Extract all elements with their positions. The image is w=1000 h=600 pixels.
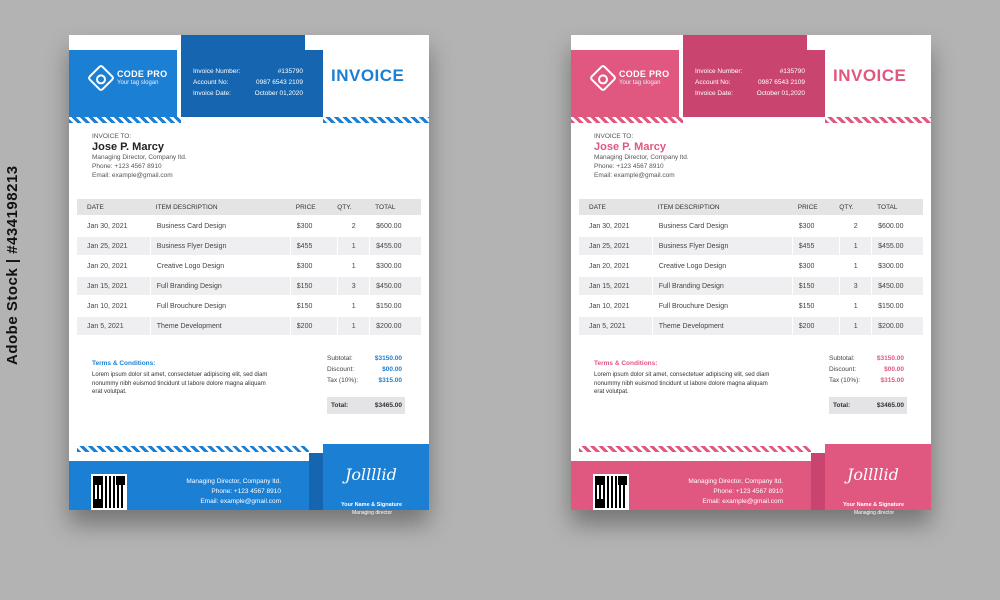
invoice-number-value: #135790 xyxy=(277,68,303,75)
invoice-date-value: October 01,2020 xyxy=(254,90,303,97)
signature-role: Managing director xyxy=(352,510,393,516)
footer-phone: Phone: +123 4567 8910 xyxy=(713,488,783,495)
total-label: Total: xyxy=(833,402,851,409)
tax-value: $315.00 xyxy=(880,377,904,384)
tax-label: Tax (10%): xyxy=(327,377,359,384)
invoice-page-pink xyxy=(571,35,931,516)
cell-description: Full Branding Design xyxy=(150,277,290,295)
total-value: $3465.00 xyxy=(876,402,904,409)
terms-text: Lorem ipsum dolor sit amet, consectetuer adipiscing elit, sed diam nonummy nibh euismod tincidunt ut labore dolore magna aliquam erat volutpat. xyxy=(594,372,770,395)
cell-qty: 2 xyxy=(839,217,871,235)
cell-date: Jan 10, 2021 xyxy=(589,302,630,310)
cell-total: $450.00 xyxy=(369,277,421,295)
subtotal-value: $3150.00 xyxy=(876,355,904,362)
cell-description: Full Branding Design xyxy=(652,277,792,295)
cell-date: Jan 15, 2021 xyxy=(77,277,150,295)
cell-date: Jan 20, 2021 xyxy=(589,262,630,270)
cell-price: $150 xyxy=(290,297,337,315)
discount-value: $00.00 xyxy=(884,366,904,373)
col-header-description: ITEM DESCRIPTION xyxy=(150,199,290,215)
cell-description: Creative Logo Design xyxy=(150,257,290,275)
signature: Jollllid xyxy=(847,465,899,484)
cell-price: $300 xyxy=(290,257,337,275)
table-row xyxy=(77,317,421,335)
cell-price: $150 xyxy=(792,277,839,295)
invoice-title: INVOICE xyxy=(331,66,405,85)
account-number-value: 0987 6543 2109 xyxy=(256,79,303,86)
cell-qty: 1 xyxy=(337,317,369,335)
signature-caption: Your Name & Signature xyxy=(843,502,905,508)
header-right-fold xyxy=(305,50,323,117)
cell-description: Business Flyer Design xyxy=(150,237,290,255)
cell-total: $300.00 xyxy=(369,257,421,275)
account-number-label: Account No: xyxy=(193,79,229,86)
cell-description: Creative Logo Design xyxy=(652,257,792,275)
cell-total: $300.00 xyxy=(871,257,923,275)
col-header-qty: QTY. xyxy=(337,199,369,215)
discount-label: Discount: xyxy=(829,366,857,373)
client-email: Email: example@gmail.com xyxy=(594,172,675,179)
invoice-title: INVOICE xyxy=(833,66,907,85)
cell-qty: 1 xyxy=(839,257,871,275)
cell-date: Jan 5, 2021 xyxy=(77,317,150,335)
invoice-page-blue xyxy=(69,35,429,516)
col-header-date: DATE xyxy=(579,199,652,215)
cell-price: $200 xyxy=(792,317,839,335)
cell-description: Full Brouchure Design xyxy=(652,297,792,315)
col-header-price: PRICE xyxy=(792,199,839,215)
cell-price: $455 xyxy=(290,237,337,255)
table-row xyxy=(77,217,421,235)
terms-title: Terms & Conditions: xyxy=(92,360,156,367)
footer-email: Email: example@gmail.com xyxy=(200,498,281,505)
items-table xyxy=(579,197,923,337)
col-header-total: TOTAL xyxy=(369,199,421,215)
footer-role: Managing Director, Company ltd. xyxy=(186,478,281,485)
logo-name: CODE PRO xyxy=(117,69,168,79)
cell-date: Jan 20, 2021 xyxy=(87,262,128,270)
cell-date: Jan 10, 2021 xyxy=(87,302,128,310)
account-number-value: 0987 6543 2109 xyxy=(758,79,805,86)
cell-price: $200 xyxy=(290,317,337,335)
header-right-fold xyxy=(807,50,825,117)
header-center-panel xyxy=(683,35,807,117)
table-row xyxy=(77,257,421,275)
cell-qty: 1 xyxy=(839,237,871,255)
qr-code-icon xyxy=(91,474,127,510)
terms-text: Lorem ipsum dolor sit amet, consectetuer adipiscing elit, sed diam nonummy nibh euismod tincidunt ut labore dolore magna aliquam erat volutpat. xyxy=(92,372,268,395)
cell-qty: 1 xyxy=(337,297,369,315)
cell-total: $455.00 xyxy=(871,237,923,255)
subtotal-label: Subtotal: xyxy=(829,355,855,362)
invoice-number-value: #135790 xyxy=(779,68,805,75)
subtotal-value: $3150.00 xyxy=(374,355,402,362)
table-row xyxy=(579,317,923,335)
client-email: Email: example@gmail.com xyxy=(92,172,173,179)
logo-slogan: Your tag slogan xyxy=(619,80,661,86)
cell-price: $300 xyxy=(792,217,839,235)
invoice-date-label: Invoice Date: xyxy=(695,90,733,97)
footer-fold xyxy=(309,453,323,510)
cell-description: Business Flyer Design xyxy=(652,237,792,255)
cell-qty: 1 xyxy=(337,237,369,255)
items-table xyxy=(77,197,421,337)
table-row xyxy=(579,237,923,255)
client-phone: Phone: +123 4567 8910 xyxy=(594,163,664,170)
cell-qty: 3 xyxy=(839,277,871,295)
signature-role: Managing director xyxy=(854,510,895,516)
cell-date: Jan 15, 2021 xyxy=(579,277,652,295)
tax-label: Tax (10%): xyxy=(829,377,861,384)
cell-qty: 1 xyxy=(839,297,871,315)
cell-qty: 3 xyxy=(337,277,369,295)
col-header-qty: QTY. xyxy=(839,199,871,215)
subtotal-label: Subtotal: xyxy=(327,355,353,362)
cell-date: Jan 25, 2021 xyxy=(579,237,652,255)
table-row xyxy=(579,277,923,295)
invoice-date-label: Invoice Date: xyxy=(193,90,231,97)
col-header-date: DATE xyxy=(77,199,150,215)
cell-price: $300 xyxy=(290,217,337,235)
cell-total: $150.00 xyxy=(369,297,421,315)
cell-date: Jan 30, 2021 xyxy=(589,222,630,230)
table-row xyxy=(579,217,923,235)
cell-price: $300 xyxy=(792,257,839,275)
cell-date: Jan 5, 2021 xyxy=(579,317,652,335)
header-stripe-right xyxy=(825,117,931,123)
client-role: Managing Director, Company ltd. xyxy=(92,154,187,161)
cell-date: Jan 30, 2021 xyxy=(87,222,128,230)
footer-fold xyxy=(811,453,825,510)
footer-phone: Phone: +123 4567 8910 xyxy=(211,488,281,495)
table-header-row xyxy=(579,199,923,215)
cell-total: $150.00 xyxy=(871,297,923,315)
cell-total: $600.00 xyxy=(871,217,923,235)
cell-total: $600.00 xyxy=(369,217,421,235)
table-row xyxy=(579,257,923,275)
col-header-total: TOTAL xyxy=(871,199,923,215)
cell-total: $455.00 xyxy=(369,237,421,255)
invoice-number-label: Invoice Number: xyxy=(193,68,241,75)
header-stripe-left xyxy=(69,117,181,123)
footer-email: Email: example@gmail.com xyxy=(702,498,783,505)
table-row xyxy=(77,237,421,255)
signature: Jollllid xyxy=(345,465,397,484)
tax-value: $315.00 xyxy=(378,377,402,384)
client-role: Managing Director, Company ltd. xyxy=(594,154,689,161)
header-center-panel xyxy=(181,35,305,117)
header-stripe-left xyxy=(571,117,683,123)
logo-slogan: Your tag slogan xyxy=(117,80,159,86)
cell-qty: 2 xyxy=(337,217,369,235)
invoice-number-label: Invoice Number: xyxy=(695,68,743,75)
cell-total: $200.00 xyxy=(871,317,923,335)
col-header-price: PRICE xyxy=(290,199,337,215)
account-number-label: Account No: xyxy=(695,79,731,86)
cell-description: Full Brouchure Design xyxy=(150,297,290,315)
table-row xyxy=(77,277,421,295)
table-header-row xyxy=(77,199,421,215)
invoice-to-label: INVOICE TO: xyxy=(594,133,634,140)
cell-date: Jan 25, 2021 xyxy=(77,237,150,255)
cell-total: $200.00 xyxy=(369,317,421,335)
discount-value: $00.00 xyxy=(382,366,402,373)
client-phone: Phone: +123 4567 8910 xyxy=(92,163,162,170)
qr-code-icon xyxy=(593,474,629,510)
client-name: Jose P. Marcy xyxy=(92,141,164,153)
cell-description: Business Card Design xyxy=(150,217,290,235)
table-row xyxy=(579,297,923,315)
footer-stripe xyxy=(77,446,309,452)
total-value: $3465.00 xyxy=(374,402,402,409)
stock-id-watermark: Adobe Stock | #434198213 xyxy=(4,165,21,365)
col-header-description: ITEM DESCRIPTION xyxy=(652,199,792,215)
cell-description: Theme Development xyxy=(150,317,290,335)
footer-stripe xyxy=(579,446,811,452)
header-stripe-right xyxy=(323,117,429,123)
cell-description: Theme Development xyxy=(652,317,792,335)
invoice-date-value: October 01,2020 xyxy=(756,90,805,97)
cell-total: $450.00 xyxy=(871,277,923,295)
cell-price: $455 xyxy=(792,237,839,255)
cell-price: $150 xyxy=(290,277,337,295)
terms-title: Terms & Conditions: xyxy=(594,360,658,367)
signature-caption: Your Name & Signature xyxy=(341,502,403,508)
client-name: Jose P. Marcy xyxy=(594,141,666,153)
invoice-to-label: INVOICE TO: xyxy=(92,133,132,140)
footer-role: Managing Director, Company ltd. xyxy=(688,478,783,485)
logo-name: CODE PRO xyxy=(619,69,670,79)
total-label: Total: xyxy=(331,402,349,409)
cell-price: $150 xyxy=(792,297,839,315)
cell-qty: 1 xyxy=(337,257,369,275)
table-row xyxy=(77,297,421,315)
cell-qty: 1 xyxy=(839,317,871,335)
cell-description: Business Card Design xyxy=(652,217,792,235)
discount-label: Discount: xyxy=(327,366,355,373)
